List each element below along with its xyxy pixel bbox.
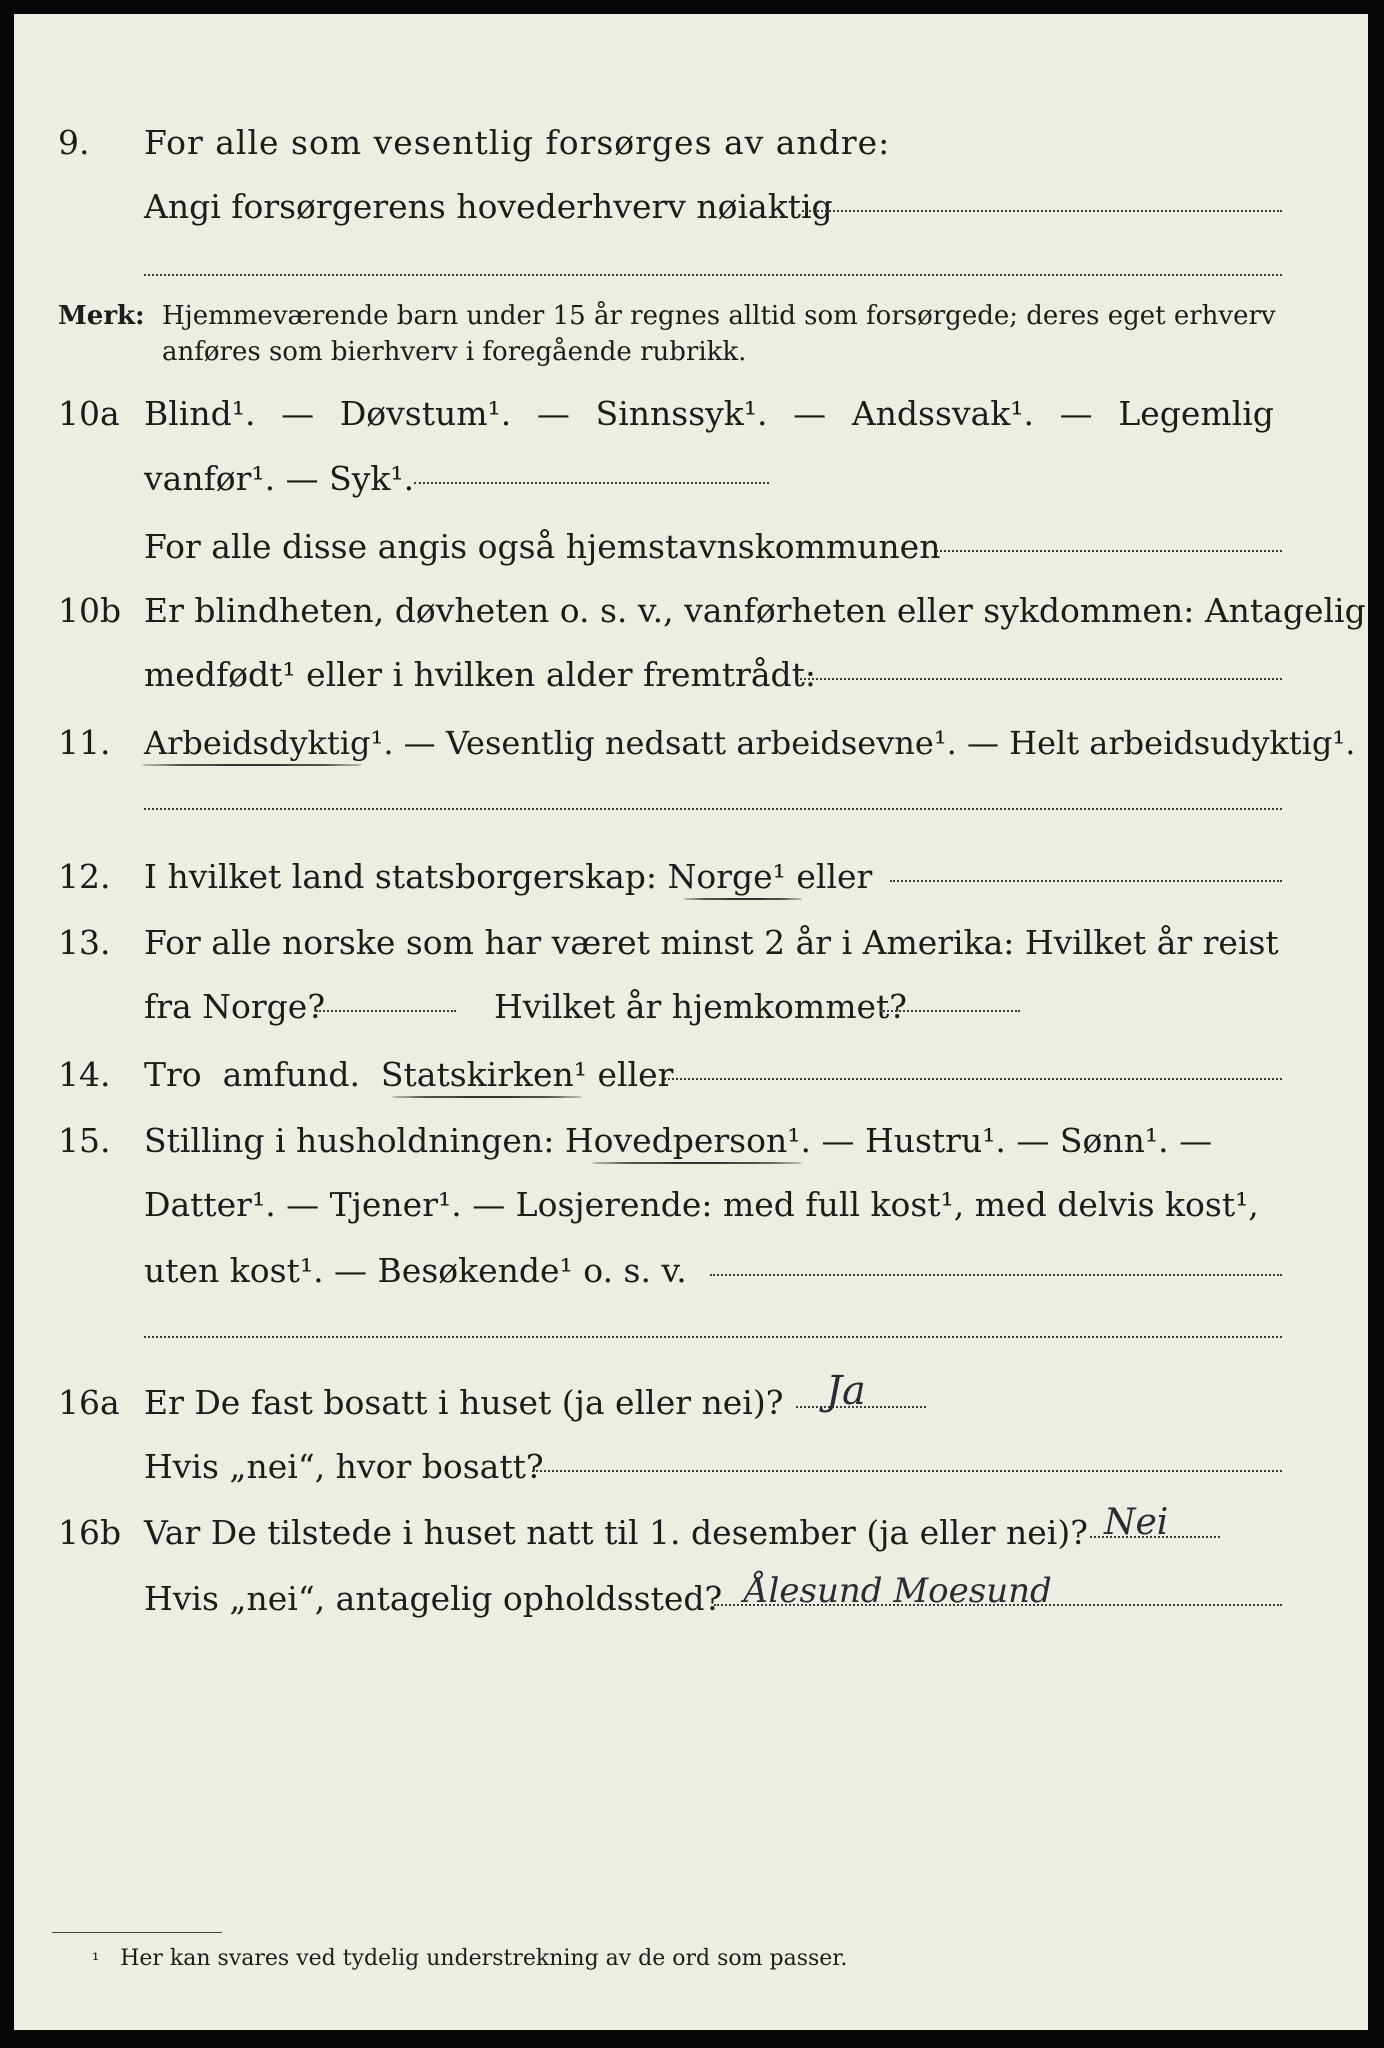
q15-answer-line-2: [144, 1336, 1282, 1338]
q10a-answer-line-2: [936, 550, 1282, 552]
q13-line2: [14, 982, 1368, 1032]
q9-answer-line: [802, 210, 1282, 212]
q10a-line3: [14, 522, 1368, 572]
q10a-option: Legemlig: [1118, 394, 1274, 433]
q9-line1: [14, 118, 1368, 168]
census-form-page: [14, 14, 1368, 2030]
q9-number: 9.: [58, 123, 90, 162]
q10b-line2: [14, 650, 1368, 700]
q10a-option: Døvstum¹.: [339, 394, 512, 433]
q10a-number: 10a: [58, 394, 120, 433]
q10a-text-3: For alle disse angis også hjemstavnskommunen: [144, 527, 941, 566]
merk-text-1: Hjemmeværende barn under 15 år regnes alltid som forsørgede; deres eget erhverv: [162, 301, 1276, 331]
q12-answer-line: [890, 880, 1282, 882]
q9-text-2: Angi forsørgerens hovederhverv nøiaktig: [144, 187, 833, 226]
q16b-handwritten-answer: Nei: [1104, 1502, 1169, 1543]
q15-answer-line: [710, 1274, 1282, 1276]
q15-line3: [14, 1246, 1368, 1296]
q15-number: 15.: [58, 1121, 111, 1160]
q10a-line2: [14, 454, 1368, 504]
q14-line1: [14, 1050, 1368, 1100]
q14-text-1: Tro amfund. Statskirken¹ eller: [144, 1055, 674, 1094]
footnote-rule: [52, 1932, 222, 1933]
q10a-options: [144, 389, 1274, 439]
q13-text-2b: Hvilket år hjemkommet?: [494, 987, 907, 1026]
q16a-handwritten-answer: Ja: [826, 1368, 866, 1414]
q10a-dash: —: [793, 394, 827, 433]
q16b-handwritten-place: Ålesund Moesund: [744, 1571, 1052, 1611]
q16b-line2: [14, 1574, 1368, 1624]
q16a-answer-line-2: [532, 1470, 1282, 1472]
q14-underline-statskirken: [392, 1096, 582, 1098]
q15-line1: [14, 1116, 1368, 1166]
merk-line1: [14, 298, 1368, 334]
q12-line1: [14, 852, 1368, 902]
q11-number: 11.: [58, 723, 111, 762]
q14-number: 14.: [58, 1055, 111, 1094]
footnote-marker: ¹: [92, 1950, 100, 1971]
q12-number: 12.: [58, 857, 111, 896]
q11-text-1: Arbeidsdyktig¹. — Vesentlig nedsatt arbeidsevne¹. — Helt arbeidsudyktig¹.: [144, 724, 1356, 762]
footnote: [92, 1946, 847, 1976]
q10b-answer-line: [800, 678, 1282, 680]
q16b-text-2: Hvis „nei“, antagelig opholdssted?: [144, 1579, 723, 1618]
q12-underline-norge: [684, 898, 802, 900]
q15-line2: [14, 1180, 1368, 1230]
q16a-text-2: Hvis „nei“, hvor bosatt?: [144, 1447, 544, 1486]
q13-text-2a: fra Norge?: [144, 987, 326, 1026]
q9-text-1: For alle som vesentlig forsørges av andre:: [144, 123, 891, 162]
merk-label: Merk:: [58, 301, 145, 331]
q9-line2: [14, 182, 1368, 232]
q13-text-1: For alle norske som har været minst 2 år i Amerika: Hvilket år reist: [144, 923, 1279, 962]
q12-text-1: I hvilket land statsborgerskap: Norge¹ eller: [144, 857, 873, 896]
q10a-option: Sinnssyk¹.: [595, 394, 768, 433]
q13-line1: [14, 918, 1368, 968]
q15-text-2: Datter¹. — Tjener¹. — Losjerende: med full kost¹, med delvis kost¹,: [144, 1185, 1259, 1224]
q15-text-1: Stilling i husholdningen: Hovedperson¹. — Hustru¹. — Sønn¹. —: [144, 1121, 1213, 1160]
q10a-dash: —: [1059, 394, 1093, 433]
q10a-dash: —: [536, 394, 570, 433]
q10b-text-2: medfødt¹ eller i hvilken alder fremtrådt:: [144, 655, 817, 694]
q11-answer-line: [144, 808, 1282, 810]
q10a-text-2: vanfør¹. — Syk¹.: [144, 459, 415, 498]
merk-line2: [14, 334, 1368, 370]
q10a-option: Blind¹.: [144, 394, 256, 433]
q11-line1: [14, 718, 1368, 768]
q13-number: 13.: [58, 923, 111, 962]
q10b-text-1: Er blindheten, døvheten o. s. v., vanførheten eller sykdommen: Antagelig: [144, 591, 1366, 630]
q10a-answer-line: [414, 482, 769, 484]
q16b-text-1: Var De tilstede i huset natt til 1. desember (ja eller nei)?: [144, 1513, 1088, 1552]
q16b-number: 16b: [58, 1513, 122, 1552]
q10b-line1: [14, 586, 1368, 636]
q16a-line2: [14, 1442, 1368, 1492]
q11-underline-arbeidsdyktig: [142, 764, 362, 766]
q16a-text-1: Er De fast bosatt i huset (ja eller nei)?: [144, 1383, 784, 1422]
q10a-option: Andssvak¹.: [851, 394, 1034, 433]
q9-answer-line-2: [144, 274, 1282, 276]
q16a-line1: [14, 1378, 1368, 1428]
q10b-number: 10b: [58, 591, 122, 630]
q15-text-3: uten kost¹. — Besøkende¹ o. s. v.: [144, 1251, 687, 1290]
q15-underline-hovedperson: [592, 1162, 802, 1164]
q16a-number: 16a: [58, 1383, 120, 1422]
merk-text-2: anføres som bierhverv i foregående rubrikk.: [162, 337, 747, 367]
q13-answer-line-hjemkommet: [880, 1010, 1020, 1012]
q10a-dash: —: [281, 394, 315, 433]
q13-answer-line-reist: [316, 1010, 456, 1012]
q10a-line1: [14, 389, 1368, 439]
q14-answer-line: [664, 1078, 1282, 1080]
footnote-text: Her kan svares ved tydelig understrekning av de ord som passer.: [120, 1946, 848, 1971]
